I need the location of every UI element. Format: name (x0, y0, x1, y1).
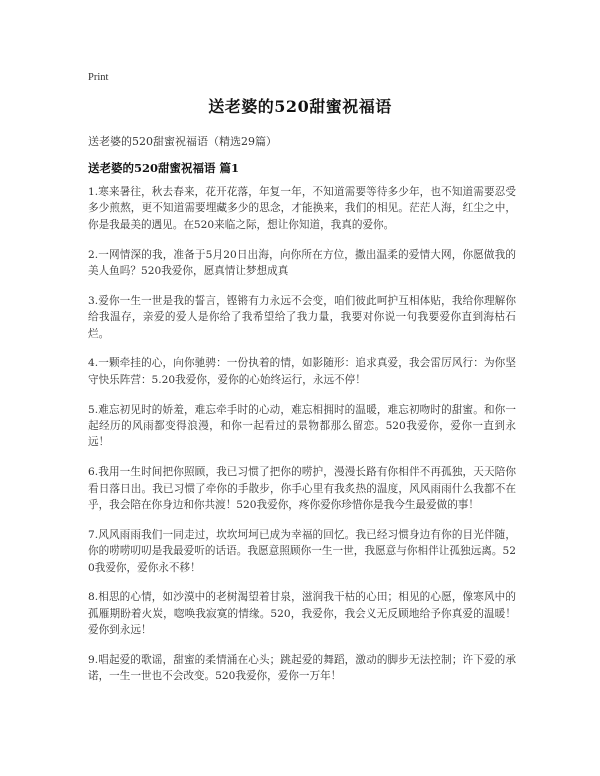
paragraph-5: 5.难忘初见时的娇羞，难忘牵手时的心动，难忘相拥时的温暖，难忘初吻时的甜蜜。和你一起经历的风雨都变得浪漫，和你一起看过的景物都那么留恋。520我爱你，爱你一直到永远！ (88, 403, 516, 449)
document-subtitle: 送老婆的520甜蜜祝福语（精选29篇） (88, 135, 277, 148)
page-title: 送老婆的520甜蜜祝福语 (208, 97, 392, 116)
article-body (88, 184, 516, 698)
paragraph-6: 6.我用一生时间把你照顾，我已习惯了把你的唠护，漫漫长路有你相伴不再孤独，天天陪你看日落日出。我已习惯了牵你的手散步，你手心里有我炙热的温度，风风雨雨什么我都不在乎，我会陪在你身边和你共渡！520我爱你，疼你爱你珍惜你是我今生最爱做的事！ (88, 466, 516, 512)
paragraph-3: 3.爱你一生一世是我的誓言，铿锵有力永远不会变，咱们彼此呵护互相体贴，我给你理解你给我温存，亲爱的爱人是你给了我希望给了我力量，我要对你说一句我要爱你直到海枯石烂。 (88, 294, 516, 340)
paragraph-1: 1.寒来暑往，秋去春来，花开花落，年复一年，不知道需要等待多少年，也不知道需要忍受多少煎熬，更不知道需要埋藏多少的思念，才能换来，我们的相见。茫茫人海，红尘之中，你是我最美的遇见。在520来临之际，想让你知道，我真的爱你。 (88, 186, 516, 231)
paragraph-8: 8.相思的心情，如沙漠中的老树渴望着甘泉，滋润我干枯的心田；相见的心愿，像寒风中的孤雁期盼着火炭，唿唤我寂寞的情缘。520，我爱你，我会义无反顾地给予你真爱的温暖！爱你到永远！ (88, 591, 516, 637)
paragraph-7: 7.风风雨雨我们一同走过，坎坎坷坷已成为幸福的回忆。我已经习惯身边有你的目光伴随，你的唠唠叨叨是我最爱听的话语。我愿意照顾你一生一世，我愿意与你相伴让孤独远离。520我爱你，爱你永不移！ (88, 528, 516, 574)
paragraph-2: 2.一网情深的我，准备于5月20日出海，向你所在方位，撒出温柔的爱情大网，你愿做我的美人鱼吗？520我爱你，愿真情让梦想成真 (88, 248, 516, 278)
paragraph-9: 9.唱起爱的歌谣，甜蜜的柔情涌在心头；跳起爱的舞蹈，激动的脚步无法控制；许下爱的承诺，一生一世也不会改变。520我爱你，爱你一万年！ (88, 654, 516, 683)
section-heading: 送老婆的520甜蜜祝福语 篇1 (88, 161, 240, 175)
paragraph-4: 4.一颗牵挂的心，向你驰骋：一份执着的情，如影随形：追求真爱，我会雷厉风行：为你坚守快乐阵营：5.20我爱你，爱你的心始终运行，永远不停！ (88, 357, 516, 386)
print-label[interactable]: Print (88, 72, 109, 83)
